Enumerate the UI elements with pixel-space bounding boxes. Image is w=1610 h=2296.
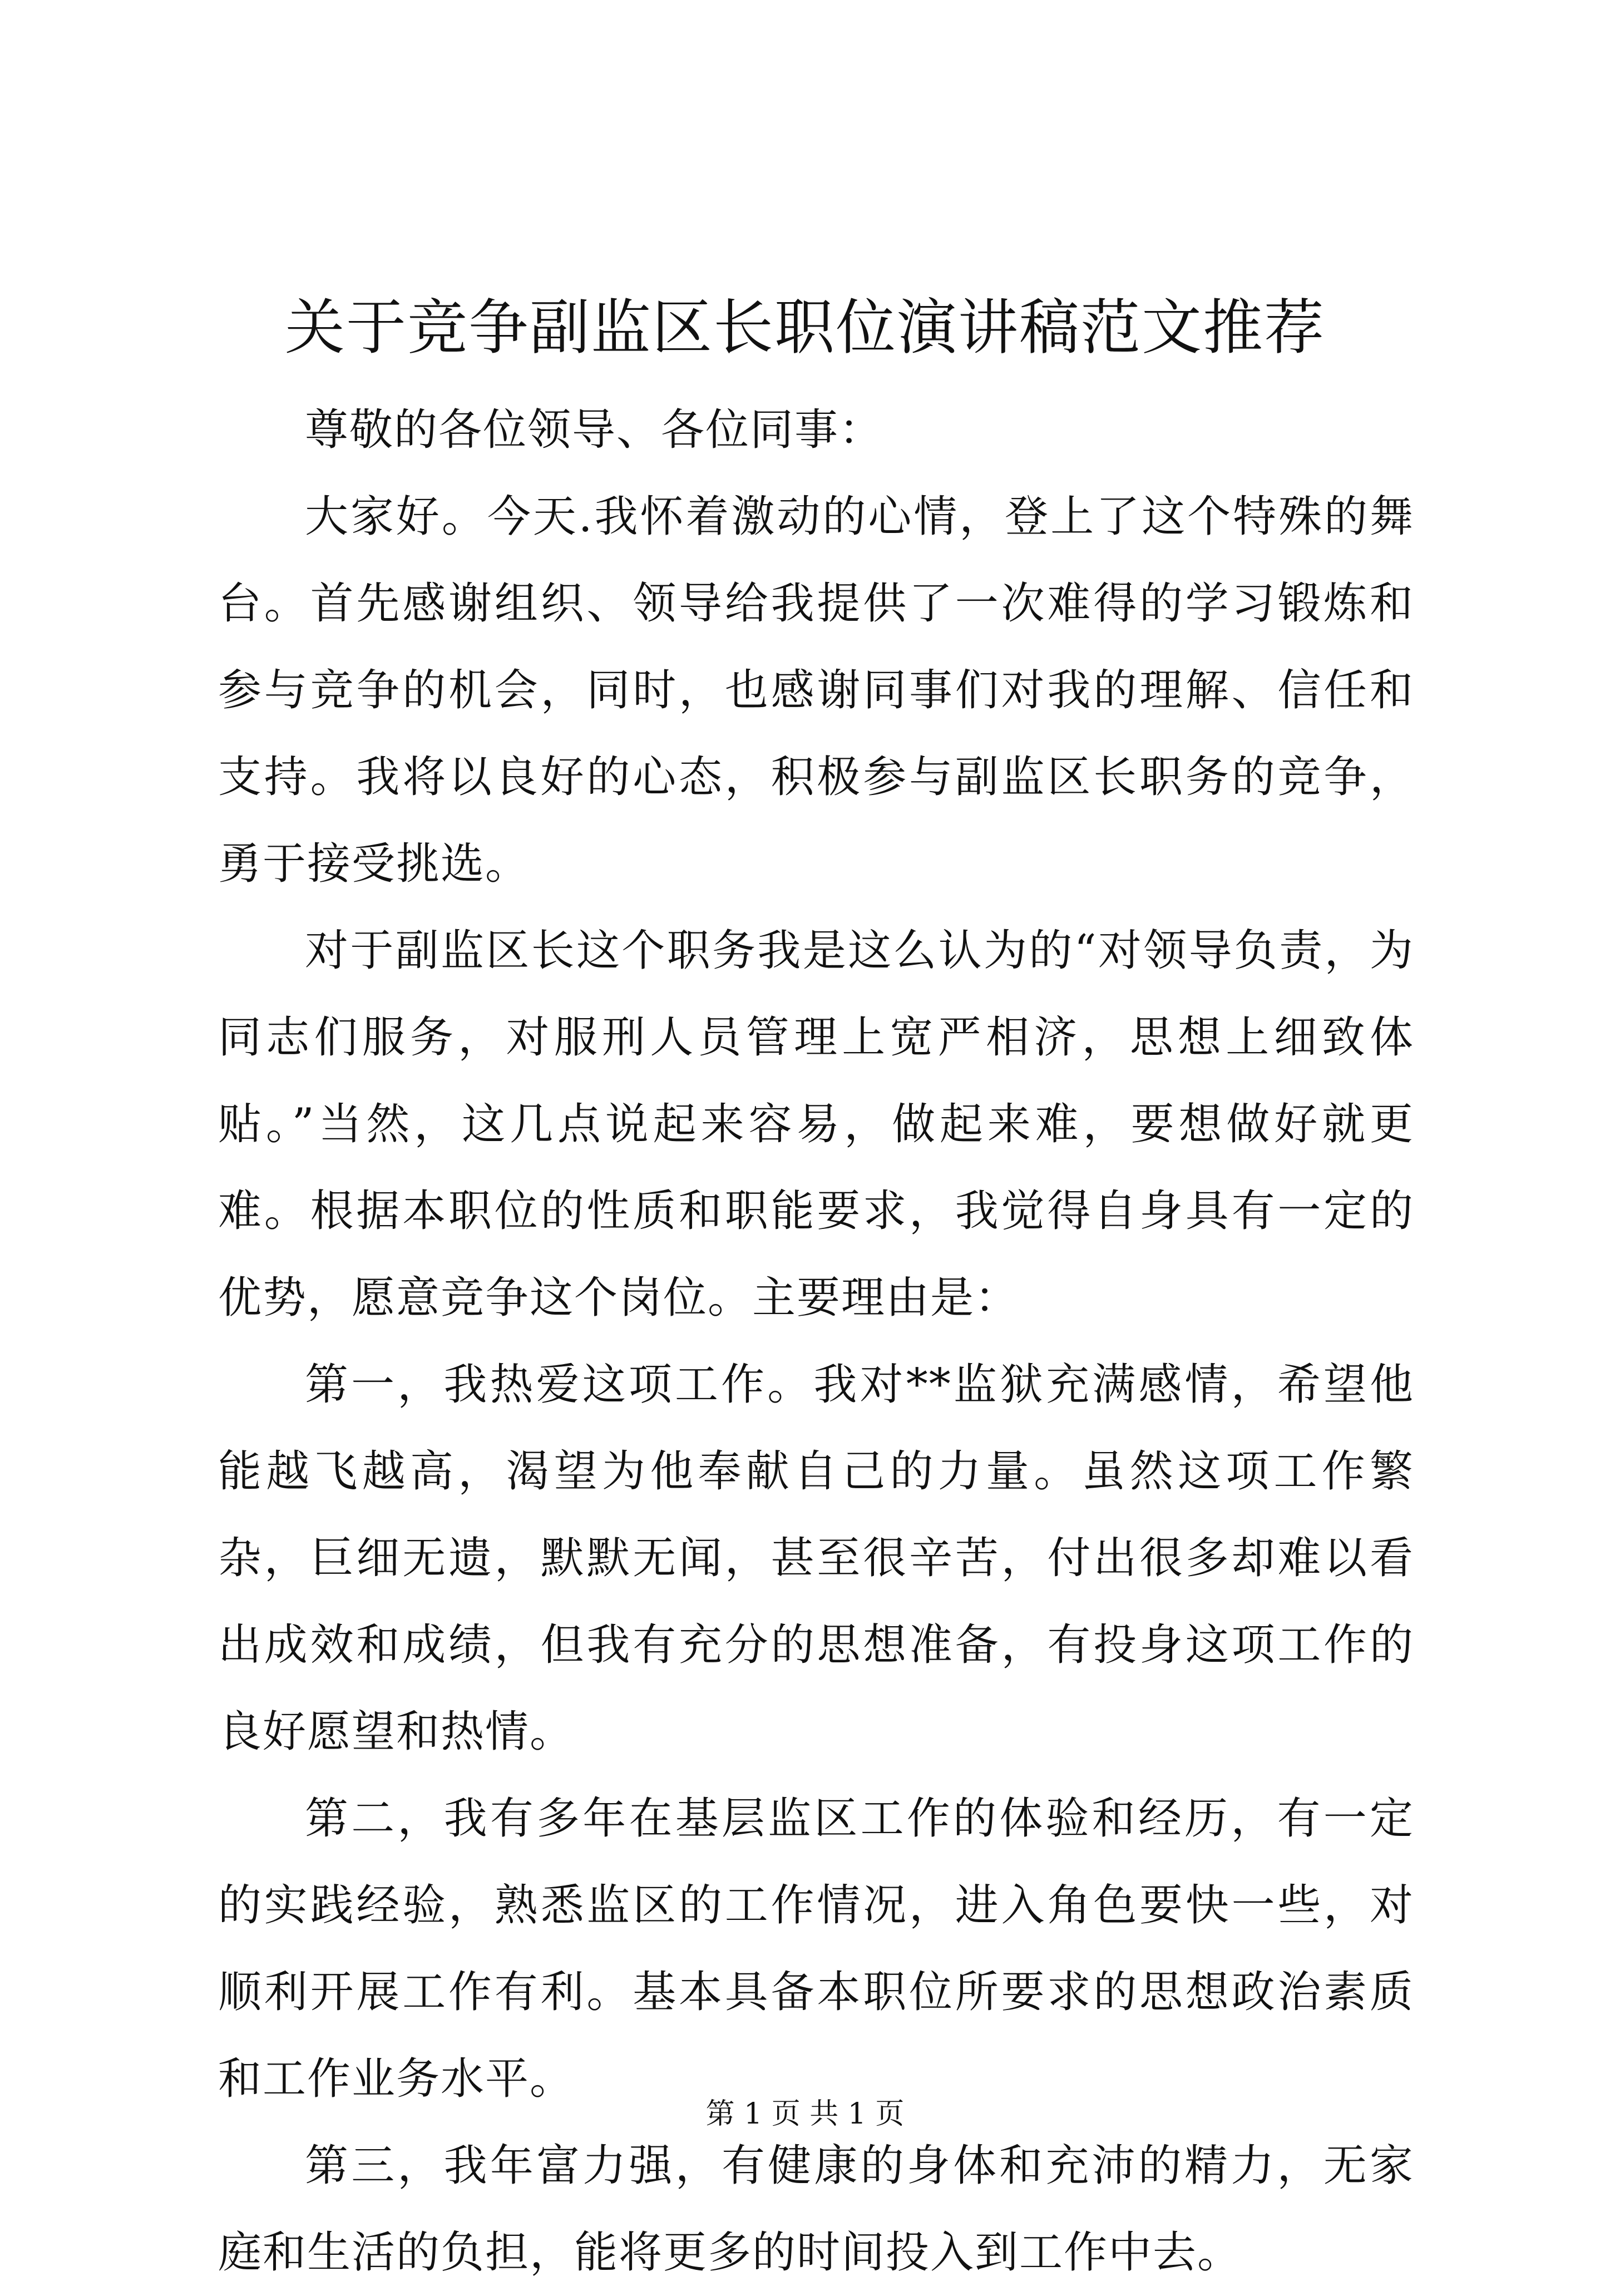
document-body — [218, 387, 1414, 2296]
document-title: 关于竞争副监区长职位演讲稿范文推荐 — [284, 293, 1325, 363]
reason-two-paragraph: 第二，我有多年在基层监区工作的体验和经历，有一定的实践经验，熟悉监区的工作情况，进入角色要快一些，对顺利开展工作有利。基本具备本职位所要求的思想政治素质和工作业务水平。 — [218, 1794, 1414, 2104]
page-number-footer: 第 1 页 共 1 页 — [705, 2097, 905, 2131]
position-view-paragraph: 对于副监区长这个职务我是这么认为的“对领导负责，为同志们服务，对服刑人员管理上宽严相济，思想上细致体贴。”当然，这几点说起来容易，做起来难，要想做好就更难。根据本职位的性质和职能要求，我觉得自身具有一定的优势，愿意竞争这个岗位。主要理由是： — [218, 926, 1414, 1323]
reason-one-paragraph: 第一，我热爱这项工作。我对**监狱充满感情，希望他能越飞越高，渴望为他奉献自己的力量。虽然这项工作繁杂，巨细无遗，默默无闻，甚至很辛苦，付出很多却难以看出成效和成绩，但我有充分的思想准备，有投身这项工作的良好愿望和热情。 — [218, 1360, 1414, 1757]
greeting-paragraph: 大家好。今天.我怀着激动的心情，登上了这个特殊的舞台。首先感谢组织、领导给我提供了一次难得的学习锻炼和参与竞争的机会，同时，也感谢同事们对我的理解、信任和支持。我将以良好的心态，积极参与副监区长职务的竞争，勇于接受挑选。 — [218, 492, 1414, 889]
salutation-paragraph: 尊敬的各位领导、各位同事： — [305, 405, 884, 455]
reason-three-paragraph: 第三，我年富力强，有健康的身体和充沛的精力，无家庭和生活的负担，能将更多的时间投入到工作中去。 — [218, 2141, 1414, 2278]
